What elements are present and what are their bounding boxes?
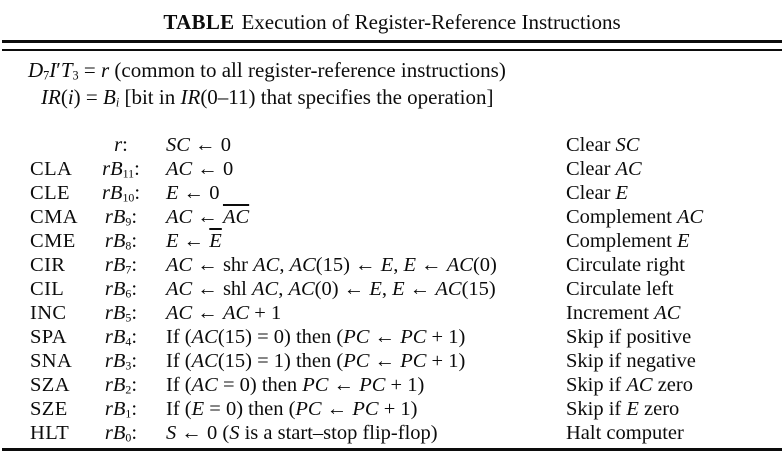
mnemonic: HLT [30,422,70,444]
row-left-pad [0,277,30,301]
description: Halt computer [566,422,684,444]
description: Increment AC [566,302,681,324]
decoded-condition: r: [114,134,128,156]
bottom-rule [2,448,782,451]
column-gap [147,253,166,277]
microoperation: If (AC = 0) then PC ← PC + 1) [166,374,425,396]
microoperation: E ← 0 [166,182,220,204]
microoperation: AC ← AC + 1 [166,302,282,324]
top-double-rule [2,40,782,51]
mnemonic: CMA [30,206,78,228]
decoded-condition: $rB_7$: [104,254,138,277]
table-title [0,9,784,35]
row-left-pad [0,205,30,229]
microoperation: E ← $\overline{E}$ [166,230,222,252]
decoded-condition: $rB_1$: [104,398,138,421]
row-left-pad [0,421,30,445]
microoperation: AC ← $\overline{AC}$ [166,206,250,228]
microoperation: AC ← 0 [166,158,234,180]
description: Skip if AC zero [566,374,693,396]
decoded-condition: $rB_0$: [104,422,138,445]
description: Skip if E zero [566,398,680,420]
row-left-pad [0,181,30,205]
microoperation: If (AC(15) = 0) then (PC ← PC + 1) [166,326,466,348]
table-row [0,325,784,349]
table-row [0,373,784,397]
column-gap [147,133,166,157]
preamble-common-condition: $D_7I'T_3 = r$ (common to all register-reference instructions) [28,58,506,83]
table-row [0,301,784,325]
table-row [0,133,784,157]
row-left-pad [0,301,30,325]
column-gap [147,421,166,445]
decoded-condition: $rB_{10}$: [101,182,141,205]
preamble-ir-bit-definition: $IR(i) = B_i$ [bit in IR(0–11) that specifies the operation] [41,85,494,110]
mnemonic: CIR [30,254,66,276]
column-gap [147,349,166,373]
row-left-pad [0,373,30,397]
column-gap [147,157,166,181]
mnemonic: CLA [30,158,73,180]
row-left-pad [0,157,30,181]
decoded-condition: $rB_4$: [104,326,138,349]
description: Clear AC [566,158,642,180]
mnemonic: CME [30,230,76,252]
table-row [0,181,784,205]
mnemonic: SNA [30,350,73,372]
table-row [0,205,784,229]
decoded-condition: $rB_3$: [104,350,138,373]
mnemonic: CIL [30,278,65,300]
column-gap [147,325,166,349]
column-gap [147,205,166,229]
mnemonic: CLE [30,182,70,204]
row-left-pad [0,397,30,421]
row-left-pad [0,253,30,277]
mnemonic: SZA [30,374,70,396]
instruction-table [0,133,784,445]
table-row [0,253,784,277]
mnemonic: INC [30,302,67,324]
table-row [0,397,784,421]
microoperation: S ← 0 (S is a start–stop flip-flop) [166,422,438,444]
column-gap [147,277,166,301]
column-gap [147,229,166,253]
decoded-condition: $rB_{11}$: [102,158,140,181]
microoperation: SC ← 0 [166,134,231,156]
row-left-pad [0,349,30,373]
column-gap [147,301,166,325]
mnemonic: SZE [30,398,68,420]
row-left-pad [0,133,30,157]
table-row [0,277,784,301]
decoded-condition: $rB_2$: [104,374,138,397]
description: Complement E [566,230,690,252]
mnemonic: SPA [30,326,67,348]
column-gap [147,181,166,205]
table-row [0,421,784,445]
column-gap [147,373,166,397]
table-title-text: Execution of Register-Reference Instructions [241,10,621,34]
description: Clear E [566,182,629,204]
row-left-pad [0,325,30,349]
decoded-condition: $rB_9$: [104,206,138,229]
description: Clear SC [566,134,640,156]
table-row [0,349,784,373]
description: Skip if positive [566,326,692,348]
decoded-condition: $rB_8$: [104,230,138,253]
decoded-condition: $rB_5$: [104,302,138,325]
microoperation: AC ← shl AC, AC(0) ← E, E ← AC(15) [166,278,496,300]
column-gap [147,397,166,421]
table-row [0,229,784,253]
description: Complement AC [566,206,704,228]
decoded-condition: $rB_6$: [104,278,138,301]
microoperation: AC ← shr AC, AC(15) ← E, E ← AC(0) [166,254,497,276]
microoperation: If (E = 0) then (PC ← PC + 1) [166,398,418,420]
row-left-pad [0,229,30,253]
table-row [0,157,784,181]
mnemonic [30,133,95,157]
table-title-label: TABLE [163,10,235,34]
description: Skip if negative [566,350,696,372]
microoperation: If (AC(15) = 1) then (PC ← PC + 1) [166,350,466,372]
description: Circulate left [566,278,674,300]
description: Circulate right [566,254,685,276]
